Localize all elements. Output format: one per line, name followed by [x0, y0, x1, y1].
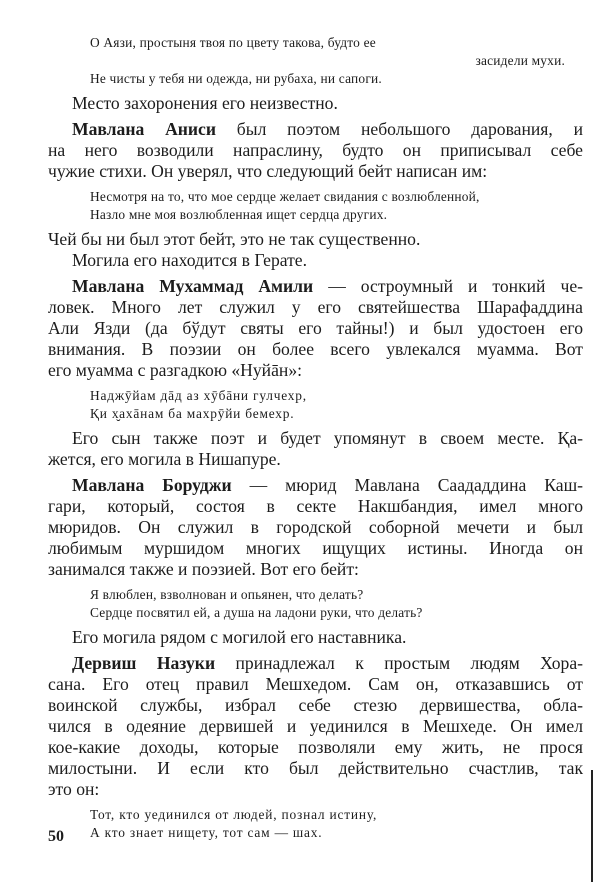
paragraph-anisi-after [48, 229, 583, 250]
text-line: чужие стихи. Он уверял, что следующий бейт написан им: [48, 161, 488, 181]
text-line: гари, который, состоя в секте Накшбандия, имел много [48, 496, 583, 516]
text-line: ловек. Много лет служил у его святейшества Шарафаддина [48, 297, 583, 317]
text-line: жется, его могила в Нишапуре. [48, 449, 281, 469]
page-number: 50 [48, 828, 64, 845]
text-line: Место захоронения его неизвестно. [72, 93, 338, 113]
verse-line: Назло мне моя возлюбленная ищет сердца других. [90, 207, 388, 222]
poet-name: Мавлана Боруджи [72, 475, 232, 495]
verse-line: Я влюблен, взволнован и опьянен, что делать? [90, 587, 364, 602]
paragraph-amili-son [48, 428, 583, 470]
text-line: Его могила рядом с могилой его наставника. [72, 627, 407, 647]
verse-line: Сердце посвятил ей, а душа на ладони руки, что делать? [90, 605, 423, 620]
text-line [48, 276, 583, 297]
scan-edge-line [591, 770, 593, 882]
text-line: мюридов. Он служил в городской соборной мечети и был [48, 517, 583, 537]
text-line: Али Язди (да бўдут святы его тайны!) и был удостоен его [48, 318, 583, 338]
text-line: Чей бы ни был этот бейт, это не так существенно. [48, 229, 421, 249]
text-span: — мюрид Мавлана Саададдина Каш- [231, 475, 583, 495]
text-line [48, 119, 583, 140]
paragraph-amili [48, 276, 583, 381]
text-line [48, 653, 583, 674]
text-line: сана. Его отец правил Мешхедом. Сам он, отказавшись от [48, 674, 583, 694]
verse-line: Тот, кто уединился от людей, познал истину, [90, 807, 378, 822]
paragraph-burial-unknown [48, 93, 583, 114]
text-span: — остроумный и тонкий че- [313, 276, 583, 296]
verse-line: Не чисты у тебя ни одежда, ни рубаха, ни сапоги. [90, 71, 382, 86]
verse-nazuki [48, 806, 583, 842]
poet-name: Мавлана Мухаммад Амили [72, 276, 314, 296]
paragraph-anisi-grave [48, 250, 583, 271]
text-span: принадлежал к простым людям Хора- [215, 653, 584, 673]
verse-line: Қи х̮ахāнам ба махрӯйи бемехр. [90, 406, 295, 421]
text-line: воинской службы, избрал себе стезю дервишества, обла- [48, 695, 583, 715]
paragraph-boruji-grave [48, 627, 583, 648]
text-line: чился в одеяние дервишей и уединился в Мешхеде. Он имел [48, 716, 583, 736]
text-line: занимался также и поэзией. Вот его бейт: [48, 559, 359, 579]
text-span: был поэтом небольшого дарования, и [216, 119, 583, 139]
text-line: внимания. В поэзии он более всего увлекался муамма. Вот [48, 339, 583, 359]
text-line: на него возводили напраслину, будто он приписывал себе [48, 140, 583, 160]
paragraph-nazuki [48, 653, 583, 800]
verse-line: Несмотря на то, что мое сердце желает свидания с возлюбленной, [90, 189, 480, 204]
text-line: Могила его находится в Герате. [72, 250, 308, 270]
poet-name: Дервиш Назуки [72, 653, 216, 673]
verse-anisi [48, 188, 583, 224]
verse-amili [48, 387, 583, 423]
poet-name: Мавлана Аниси [72, 119, 216, 139]
text-line: Его сын также поэт и будет упомянут в своем месте. Қа- [72, 428, 583, 448]
text-line: это он: [48, 779, 100, 799]
text-line: кое-какие доходы, которые позволяли ему жить, не прося [48, 737, 583, 757]
text-line: милостыни. И если кто был действительно счастлив, так [48, 758, 583, 778]
book-page [48, 34, 583, 844]
paragraph-anisi [48, 119, 583, 182]
verse-line: засидели мухи. [475, 53, 565, 68]
verse-line: А кто знает нищету, тот сам — шах. [90, 825, 323, 840]
verse-boruji [48, 586, 583, 622]
verse-ayazi [48, 34, 583, 88]
text-line: его муамма с разгадкою «Нуйāн»: [48, 360, 303, 380]
paragraph-boruji [48, 475, 583, 580]
text-line: любимым муршидом многих ищущих истины. Иногда он [48, 538, 583, 558]
verse-line: Наджӯйам дāд аз хӯбāни гулчехр, [90, 388, 307, 403]
verse-line: О Аязи, простыня твоя по цвету такова, будто ее [90, 35, 376, 50]
text-line [48, 475, 583, 496]
